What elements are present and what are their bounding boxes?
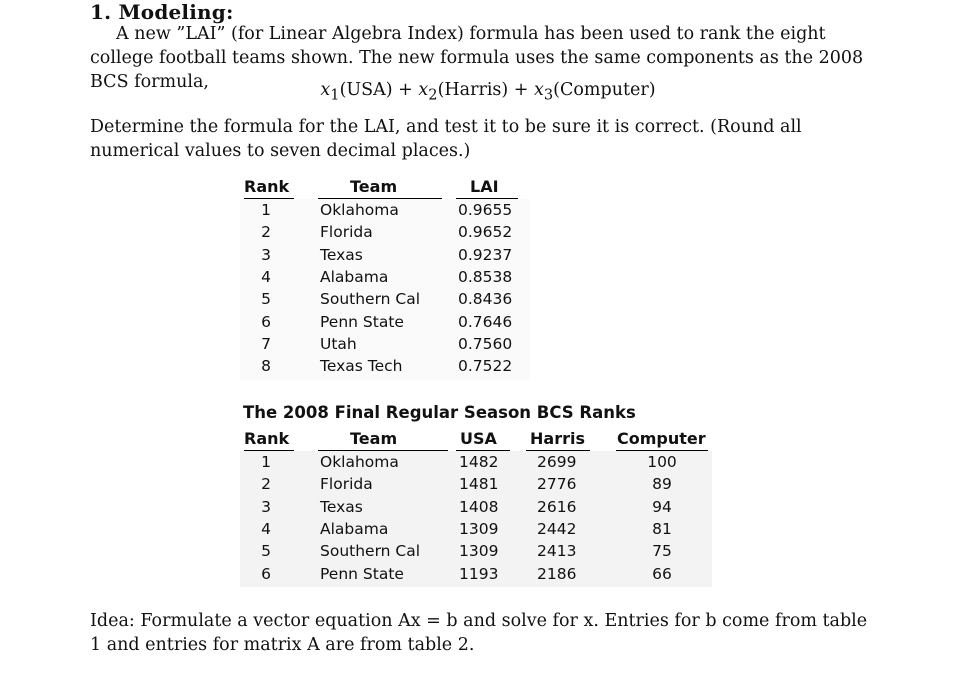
col-header-rank: Rank — [244, 429, 290, 448]
formula-harris: (Harris) + — [437, 80, 535, 100]
formula-x1: x — [320, 80, 331, 100]
cell-computer: 75 — [652, 542, 672, 561]
cell-harris: 2776 — [537, 475, 577, 494]
formula-sub2: 2 — [428, 86, 438, 104]
cell-usa: 1481 — [459, 475, 499, 494]
col-header-lai: LAI — [470, 177, 499, 196]
cell-rank: 3 — [261, 245, 271, 264]
cell-computer: 94 — [652, 497, 672, 516]
cell-rank: 3 — [261, 497, 271, 516]
cell-team: Penn State — [320, 312, 404, 331]
cell-rank: 2 — [261, 475, 271, 494]
cell-rank: 1 — [261, 201, 271, 219]
header-rule — [318, 450, 448, 451]
header-rule — [244, 198, 294, 199]
cell-usa: 1309 — [459, 542, 499, 561]
cell-computer: 89 — [652, 475, 672, 494]
cell-rank: 5 — [261, 542, 271, 561]
cell-rank: 5 — [261, 290, 271, 309]
formula-computer: (Computer) — [553, 80, 656, 100]
cell-rank: 6 — [261, 312, 271, 331]
cell-rank: 2 — [261, 223, 271, 242]
cell-harris: 2442 — [537, 519, 577, 538]
problem-heading: 1. Modeling: — [90, 0, 234, 24]
cell-rank: 8 — [261, 357, 271, 376]
cell-rank: 1 — [261, 453, 271, 471]
cell-computer: 81 — [652, 519, 672, 538]
cell-rank: 7 — [261, 334, 271, 353]
cell-lai: 0.7560 — [458, 334, 513, 353]
cell-usa: 1193 — [459, 564, 499, 583]
cell-rank: 4 — [261, 519, 271, 538]
cell-usa: 1482 — [459, 453, 499, 471]
col-header-team: Team — [350, 177, 398, 196]
cell-team: Southern Cal — [320, 542, 421, 561]
cell-lai: 0.9237 — [458, 245, 513, 264]
cell-team: Alabama — [320, 519, 389, 538]
header-rule — [616, 450, 708, 451]
cell-team: Oklahoma — [320, 453, 399, 471]
cell-usa: 1309 — [459, 519, 499, 538]
cell-team: Florida — [320, 223, 373, 242]
formula-x3: x — [534, 80, 544, 100]
cell-lai: 0.8538 — [458, 267, 513, 286]
cell-harris: 2699 — [537, 453, 577, 471]
problem-task: Determine the formula for the LAI, and test it to be sure it is correct. (Round all numerical values to seven decimal places.) — [90, 117, 802, 161]
header-rule — [456, 198, 518, 199]
cell-lai: 0.9655 — [458, 201, 513, 219]
cell-computer: 100 — [647, 453, 677, 471]
cell-lai: 0.7522 — [458, 357, 513, 376]
cell-harris: 2616 — [537, 497, 577, 516]
cell-team: Texas — [320, 497, 363, 516]
formula-x2: x — [418, 80, 429, 100]
cell-team: Alabama — [320, 267, 389, 286]
cell-team: Penn State — [320, 564, 404, 583]
cell-team: Texas Tech — [320, 357, 403, 376]
intro-text: A new ”LAI” (for Linear Algebra Index) formula has been used to rank the eight college football teams shown. The new formula uses the same components as the 2008 BCS formula, — [90, 24, 864, 92]
header-rule — [318, 198, 442, 199]
col-header-computer: Computer — [617, 429, 706, 448]
cell-harris: 2186 — [537, 564, 577, 583]
problem-idea: Idea: Formulate a vector equation Ax = b and solve for x. Entries for b come from table 1 and entries for matrix A are from table 2. — [90, 611, 868, 655]
col-header-harris: Harris — [530, 429, 585, 448]
cell-rank: 4 — [261, 267, 271, 286]
bcs-formula — [0, 80, 976, 104]
cell-computer: 66 — [652, 564, 672, 583]
cell-usa: 1408 — [459, 497, 499, 516]
cell-team: Southern Cal — [320, 290, 421, 309]
cell-team: Florida — [320, 475, 373, 494]
cell-team: Texas — [320, 245, 363, 264]
bcs-table-title: The 2008 Final Regular Season BCS Ranks — [243, 403, 636, 422]
col-header-team: Team — [350, 429, 398, 448]
cell-lai: 0.7646 — [458, 312, 513, 331]
col-header-rank: Rank — [244, 177, 290, 196]
cell-team: Utah — [320, 334, 357, 353]
cell-lai: 0.9652 — [458, 223, 513, 242]
lai-table — [240, 175, 530, 380]
cell-team: Oklahoma — [320, 201, 399, 219]
header-rule — [244, 450, 294, 451]
cell-harris: 2413 — [537, 542, 577, 561]
cell-lai: 0.8436 — [458, 290, 513, 309]
header-rule — [456, 450, 510, 451]
formula-usa: (USA) + — [339, 80, 419, 100]
header-rule — [526, 450, 590, 451]
formula-sub3: 3 — [543, 86, 554, 104]
cell-rank: 6 — [261, 564, 271, 583]
formula-sub1: 1 — [330, 86, 340, 104]
bcs-table — [240, 427, 712, 587]
col-header-usa: USA — [460, 429, 497, 448]
